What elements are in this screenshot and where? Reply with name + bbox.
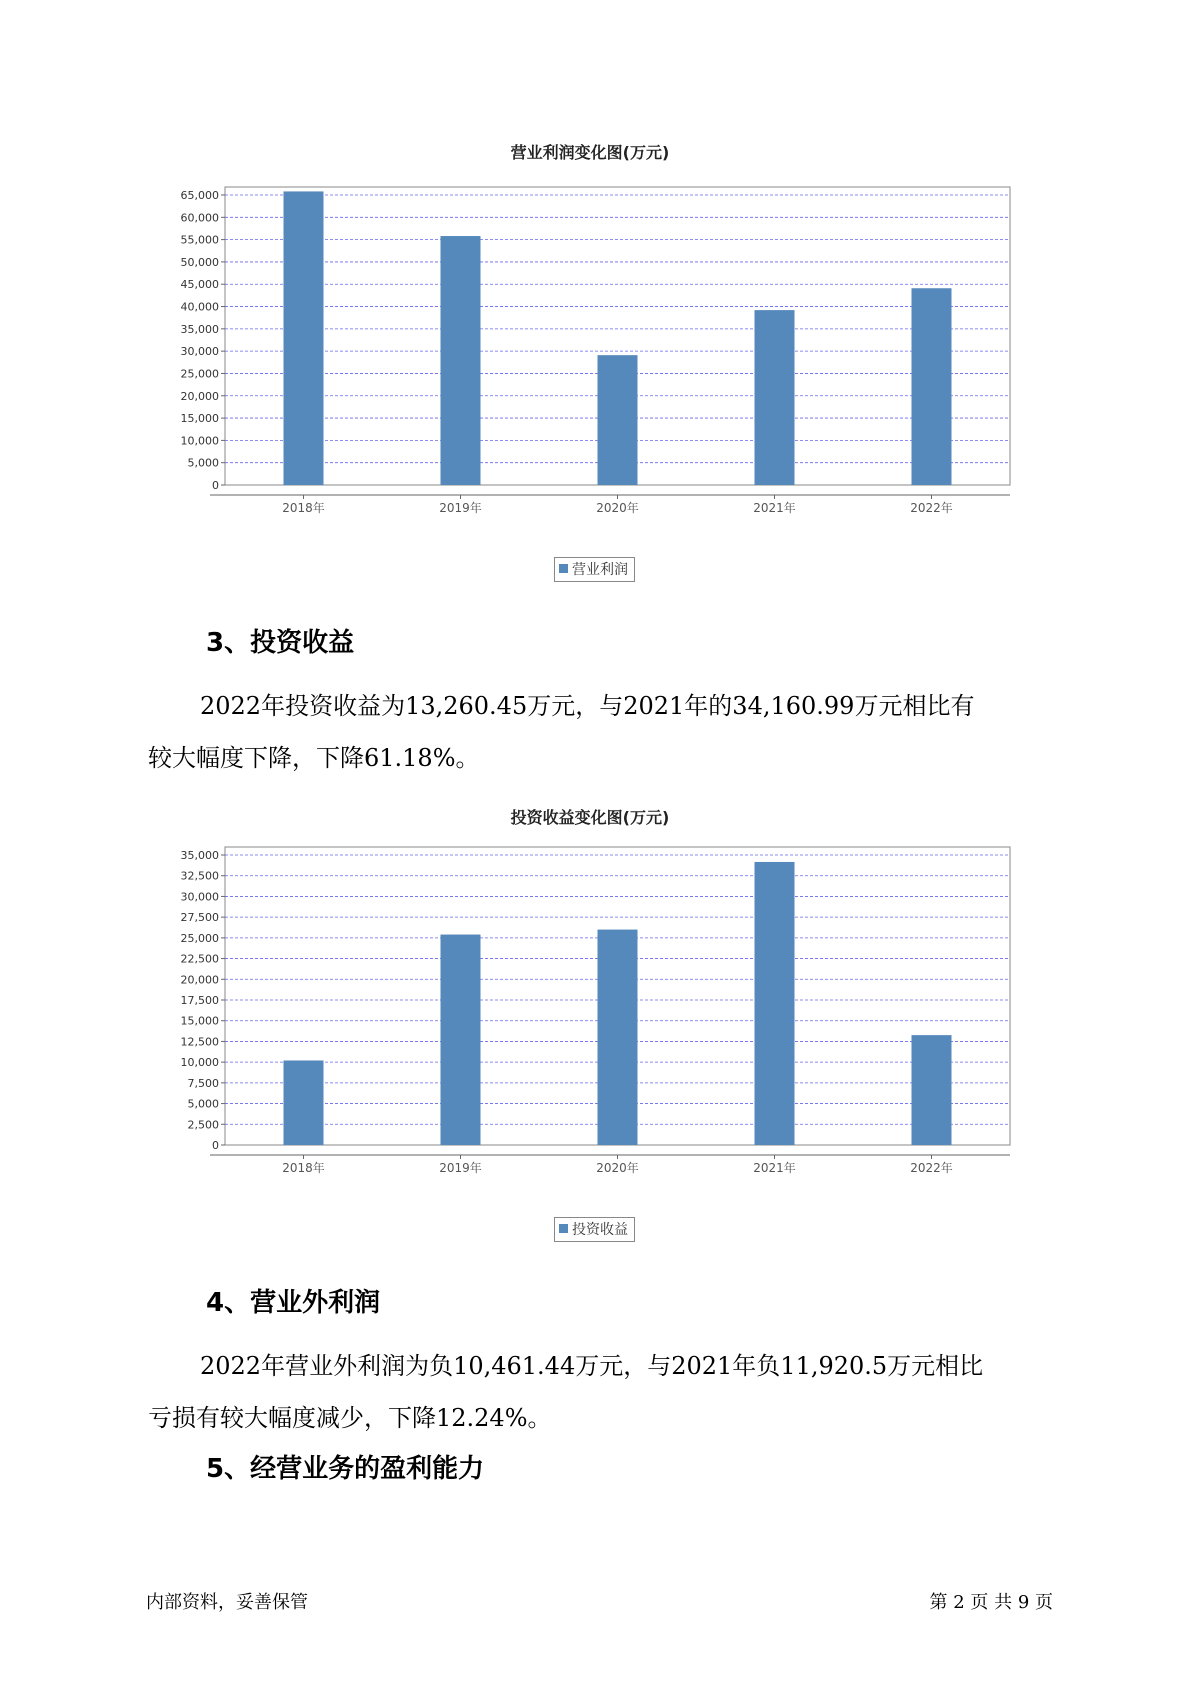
- y-tick-label: 50,000: [180, 255, 219, 269]
- bar: [441, 236, 481, 485]
- legend-label: 投资收益: [572, 1222, 628, 1238]
- bar: [598, 355, 638, 485]
- bar: [755, 310, 795, 485]
- section-heading-profitability: 5、经营业务的盈利能力: [206, 1454, 485, 1484]
- chart-title: 投资收益变化图(万元): [510, 808, 670, 827]
- chart-legend: [554, 1217, 635, 1242]
- y-tick-label: 10,000: [180, 1056, 219, 1070]
- footer-confidential-note: 内部资料，妥善保管: [146, 1592, 308, 1613]
- x-tick-label: 2022年: [910, 1161, 953, 1175]
- y-tick-label: 2,500: [187, 1118, 219, 1132]
- y-tick-label: 65,000: [180, 189, 219, 202]
- paragraph-investment-income: [148, 680, 1048, 784]
- y-tick-label: 20,000: [180, 973, 219, 987]
- footer-page-number: 第 2 页 共 9 页: [929, 1592, 1053, 1613]
- x-tick-label: 2019年: [439, 501, 482, 515]
- bar: [755, 862, 795, 1145]
- y-tick-label: 27,500: [180, 911, 219, 925]
- y-tick-label: 7,500: [187, 1076, 219, 1090]
- y-tick-label: 35,000: [180, 849, 219, 862]
- y-tick-label: 35,000: [180, 322, 219, 336]
- bar-chart: [150, 185, 1030, 560]
- y-tick-label: 22,500: [180, 952, 219, 966]
- x-tick-label: 2019年: [439, 1161, 482, 1175]
- section-heading-non-operating-profit: 4、营业外利润: [206, 1288, 381, 1318]
- y-tick-label: 55,000: [180, 233, 219, 247]
- y-tick-label: 0: [212, 1139, 219, 1152]
- y-tick-label: 45,000: [180, 278, 219, 292]
- y-tick-label: 20,000: [180, 389, 219, 403]
- operating-profit-chart: [150, 140, 1030, 580]
- bar-chart: [150, 845, 1030, 1220]
- y-tick-label: 15,000: [180, 412, 219, 426]
- y-tick-label: 30,000: [180, 890, 219, 904]
- y-tick-label: 0: [212, 479, 219, 492]
- y-tick-label: 40,000: [180, 300, 219, 314]
- investment-income-chart: [150, 805, 1030, 1245]
- x-tick-label: 2020年: [596, 1161, 639, 1175]
- y-tick-label: 32,500: [180, 869, 219, 883]
- paragraph-line: 亏损有较大幅度减少，下降12.24%。: [148, 1404, 552, 1432]
- chart-title: 营业利润变化图(万元): [510, 143, 670, 162]
- x-tick-label: 2018年: [282, 501, 325, 515]
- y-tick-label: 12,500: [180, 1035, 219, 1049]
- paragraph-non-operating-profit: [148, 1340, 1048, 1444]
- section-heading-investment-income: 3、投资收益: [206, 628, 355, 658]
- y-tick-label: 15,000: [180, 1014, 219, 1028]
- legend-swatch: [559, 564, 568, 573]
- bar: [912, 288, 952, 485]
- y-tick-label: 17,500: [180, 994, 219, 1007]
- x-tick-label: 2021年: [753, 501, 796, 515]
- y-tick-label: 60,000: [180, 211, 219, 225]
- paragraph-line: 较大幅度下降，下降61.18%。: [148, 744, 480, 772]
- bar: [912, 1035, 952, 1145]
- y-tick-label: 25,000: [180, 367, 219, 381]
- x-tick-label: 2020年: [596, 501, 639, 515]
- bar: [284, 1060, 324, 1145]
- paragraph-line: 2022年营业外利润为负10,461.44万元，与2021年负11,920.5万元相比: [200, 1352, 984, 1380]
- chart-legend: [554, 557, 635, 582]
- legend-label: 营业利润: [572, 562, 628, 578]
- x-tick-label: 2022年: [910, 501, 953, 515]
- legend-swatch: [559, 1224, 568, 1233]
- y-tick-label: 30,000: [180, 345, 219, 359]
- bar: [284, 191, 324, 485]
- y-tick-label: 5,000: [187, 1097, 219, 1111]
- bar: [441, 935, 481, 1145]
- y-tick-label: 10,000: [180, 434, 219, 448]
- paragraph-line: 2022年投资收益为13,260.45万元，与2021年的34,160.99万元相比有: [200, 692, 975, 720]
- x-tick-label: 2021年: [753, 1161, 796, 1175]
- x-tick-label: 2018年: [282, 1161, 325, 1175]
- y-tick-label: 5,000: [187, 456, 219, 470]
- y-tick-label: 25,000: [180, 931, 219, 945]
- bar: [598, 930, 638, 1145]
